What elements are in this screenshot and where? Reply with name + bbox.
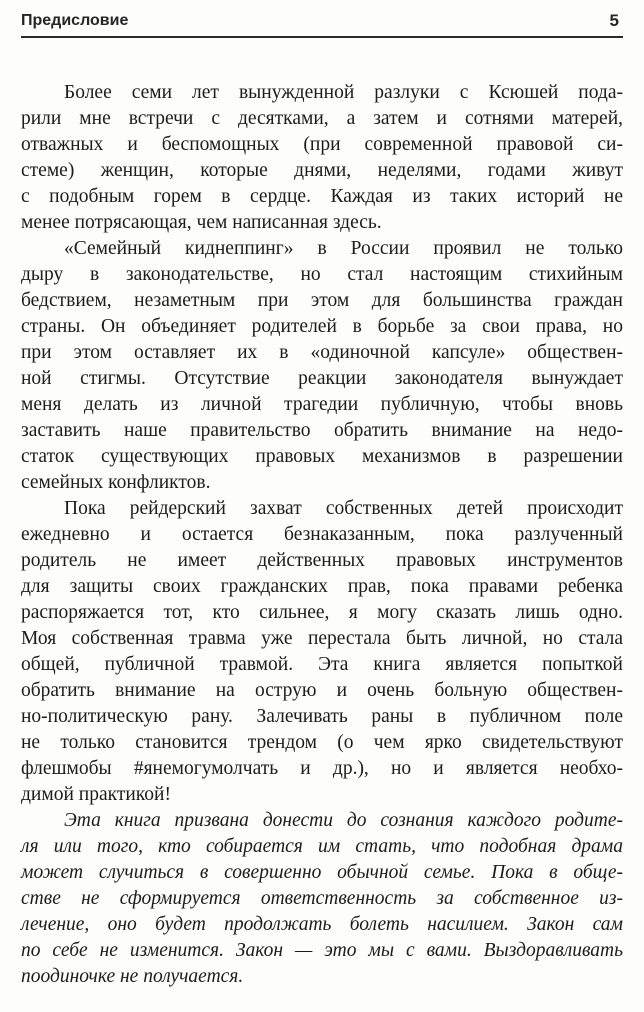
body-text	[21, 80, 623, 990]
text-line: по себе не изменится. Закон — это мы с вами. Выздоравливать	[21, 940, 623, 961]
text-line: страны. Он объединяет родителей в борьбе за свои права, но	[21, 316, 623, 337]
running-header	[21, 6, 623, 38]
text-line: стве не сформируется ответственность за собственное из-	[21, 888, 623, 909]
paragraph	[21, 236, 623, 496]
text-line: распоряжается тот, кто сильнее, я могу сказать лишь одно.	[21, 602, 623, 623]
text-line: флешмобы #янемогумолчать и др.), но и является необхо-	[21, 758, 623, 779]
text-line: но-политическую рану. Залечивать раны в публичном поле	[21, 706, 623, 727]
text-line: дыру в законодательстве, но стал настоящим стихийным	[21, 264, 623, 285]
text-line: поодиночке не получается.	[21, 966, 244, 987]
text-line: ежедневно и остается безнаказанным, пока разлученный	[21, 524, 623, 545]
text-line: общей, публичной травмой. Эта книга является попыткой	[21, 654, 623, 675]
section-title: Предисловие	[21, 12, 129, 29]
text-line: статок существующих правовых механизмов в разрешении	[21, 446, 623, 467]
text-line: менее потрясающая, чем написанная здесь.	[21, 212, 382, 233]
paragraph	[21, 808, 623, 990]
text-line: бедствием, незаметным при этом для большинства граждан	[21, 290, 623, 311]
text-line: Моя собственная травма уже перестала быть личной, но стала	[21, 628, 623, 649]
text-line: обратить внимание на острую и очень больную обществен-	[21, 680, 623, 701]
text-line: Пока рейдерский захват собственных детей происходит	[64, 498, 623, 519]
text-line: Более семи лет вынужденной разлуки с Ксюшей пода-	[64, 82, 623, 103]
text-line: рили мне встречи с десятками, а затем и сотнями матерей,	[21, 108, 623, 129]
text-line: при этом оставляет их в «одиночной капсуле» обществен-	[21, 342, 623, 363]
text-line: ной стигмы. Отсутствие реакции законодателя вынуждает	[21, 368, 623, 389]
text-line: родитель не имеет действенных правовых инструментов	[21, 550, 623, 571]
text-line: ля или того, кто собирается им стать, что подобная драма	[21, 836, 623, 857]
text-line: стеме) женщин, которые днями, неделями, годами живут	[21, 160, 623, 181]
text-line: с подобным горем в сердце. Каждая из таких историй не	[21, 186, 623, 207]
paragraph	[21, 496, 623, 808]
text-line: заставить наше правительство обратить внимание на недо-	[21, 420, 623, 441]
text-line: меня делать из личной трагедии публичную, чтобы вновь	[21, 394, 623, 415]
text-line: семейных конфликтов.	[21, 472, 211, 493]
text-line: не только становится трендом (о чем ярко свидетельствуют	[21, 732, 623, 753]
text-line: «Семейный киднеппинг» в России проявил не только	[64, 238, 623, 259]
text-line: димой практикой!	[21, 784, 171, 805]
text-line: отважных и беспомощных (при современной правовой си-	[21, 134, 623, 155]
page-number: 5	[609, 11, 619, 30]
text-line: может случиться в совершенно обычной семье. Пока в обще-	[21, 862, 623, 883]
text-line: лечение, оно будет продолжать болеть насилием. Закон сам	[21, 914, 623, 935]
paragraph	[21, 80, 623, 236]
text-line: для защиты своих гражданских прав, пока правами ребенка	[21, 576, 623, 597]
text-line: Эта книга призвана донести до сознания каждого родите-	[64, 810, 623, 831]
